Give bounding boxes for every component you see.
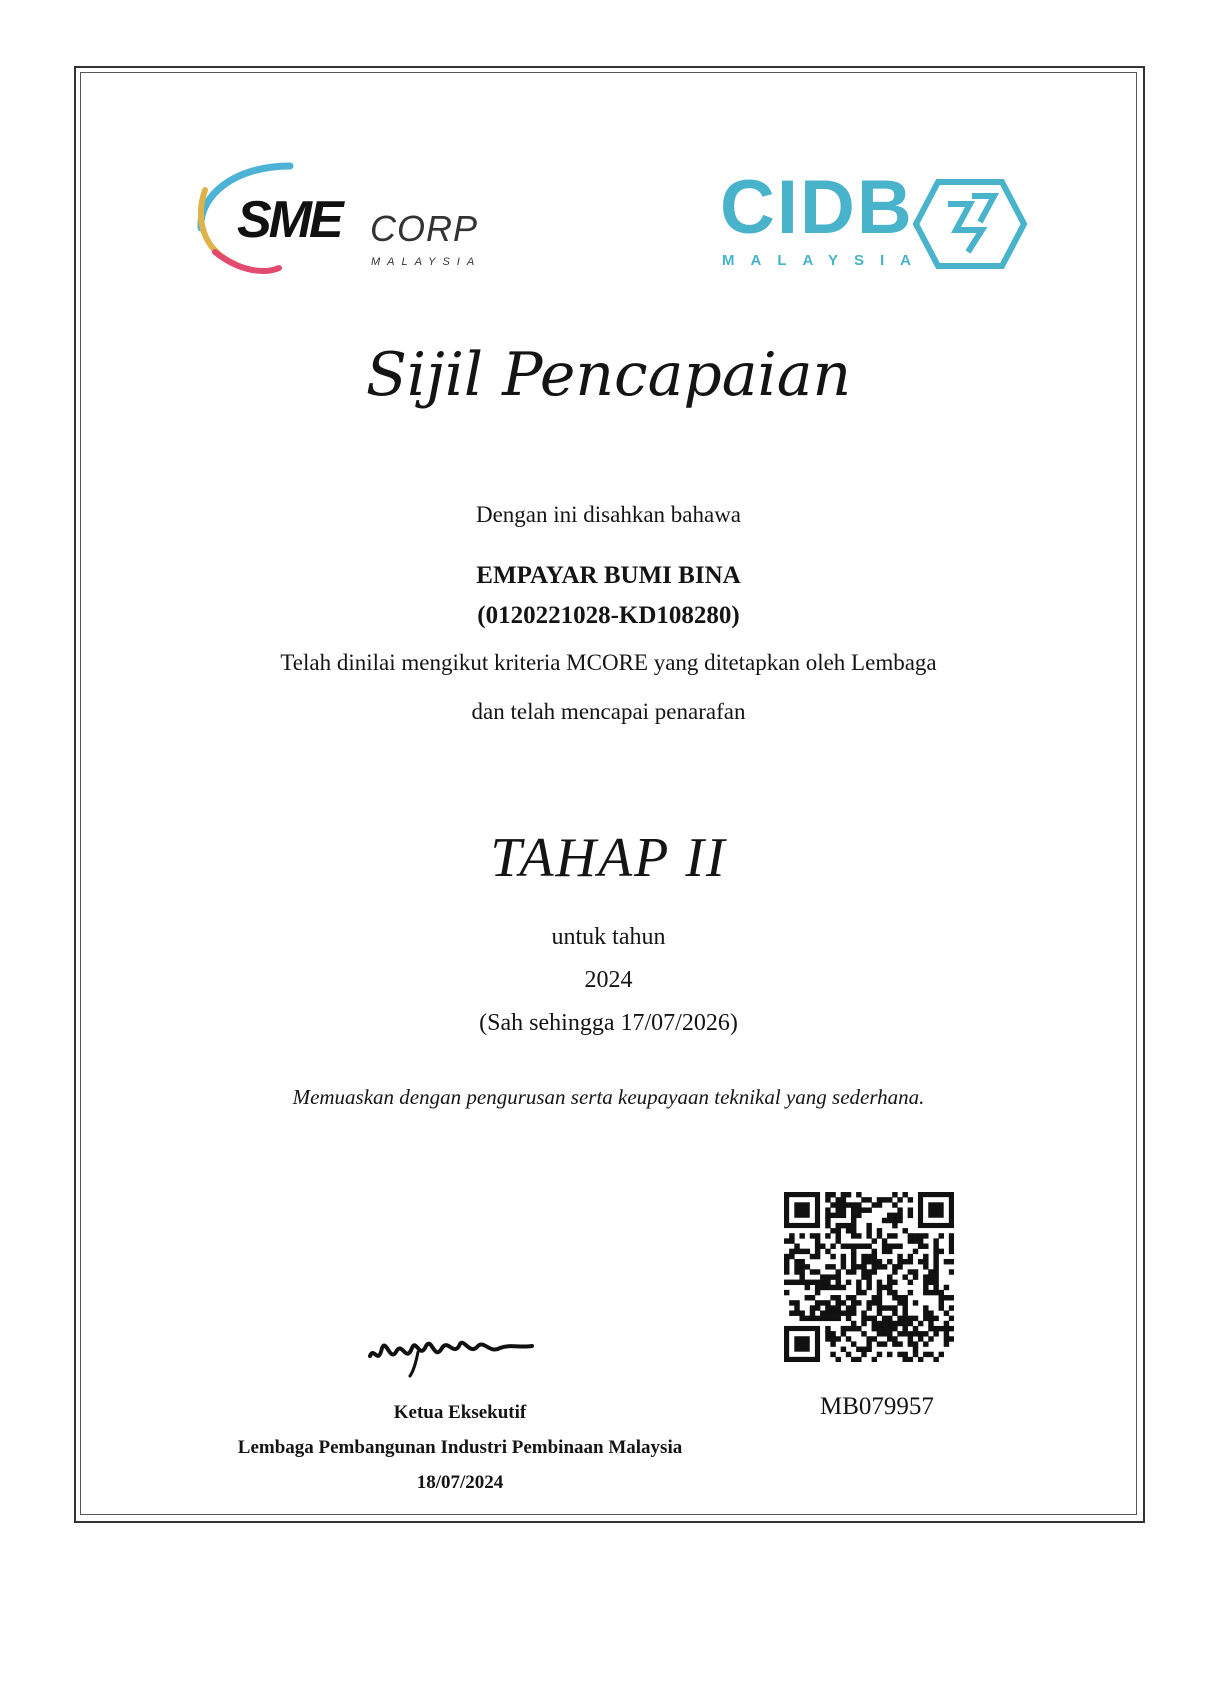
serial-number: MB079957	[820, 1393, 934, 1420]
smecorp-logo-corp: CORP	[370, 208, 479, 249]
cidb-logo-word: CIDB	[720, 165, 914, 250]
smecorp-logo	[195, 160, 525, 290]
registration-number: (0120221028-KD108280)	[477, 602, 740, 629]
cidb-logo	[720, 165, 1050, 280]
cidb-hexagon-icon	[910, 174, 1030, 274]
certificate-title: Sijil Pencapaian	[365, 340, 852, 410]
certificate-intro: Dengan ini disahkan bahawa	[475, 502, 742, 527]
rating-level: TAHAP II	[490, 827, 727, 889]
certificate-year: 2024	[584, 967, 633, 993]
smecorp-logo-malaysia: MALAYSIA	[371, 256, 482, 268]
signatory-organization: Lembaga Pembangunan Industri Pembinaan Malaysia	[237, 1437, 683, 1458]
rating-remark: Memuaskan dengan pengurusan serta keupayaan teknikal yang sederhana.	[292, 1085, 925, 1109]
signature-date: 18/07/2024	[416, 1472, 504, 1493]
qr-code-icon	[784, 1192, 954, 1362]
cidb-logo-malaysia: MALAYSIA	[722, 252, 927, 269]
assessment-line-2: dan telah mencapai penarafan	[471, 699, 746, 724]
smecorp-logo-sme: SME	[237, 191, 341, 249]
assessment-line-1: Telah dinilai mengikut kriteria MCORE yang ditetapkan oleh Lembaga	[280, 650, 937, 675]
signatory-title: Ketua Eksekutif	[393, 1402, 527, 1423]
signature-icon	[360, 1318, 560, 1378]
for-year-label: untuk tahun	[551, 924, 666, 950]
qr-code	[784, 1192, 954, 1362]
company-name: EMPAYAR BUMI BINA	[476, 562, 741, 589]
validity-date: (Sah sehingga 17/07/2026)	[479, 1010, 738, 1036]
signature	[360, 1318, 560, 1378]
